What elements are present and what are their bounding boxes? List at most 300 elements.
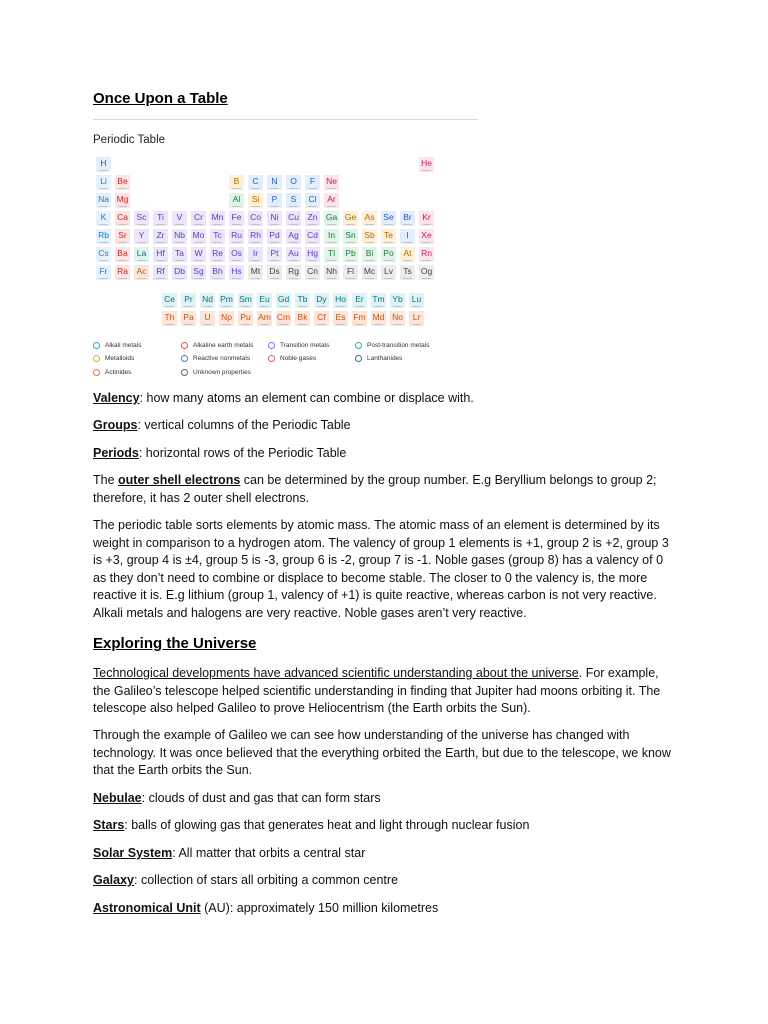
element-ts: [399, 264, 416, 281]
element-symbol: Sb: [364, 230, 375, 240]
element-symbol: Ba: [117, 248, 128, 258]
element-name-line: [137, 278, 146, 279]
element-name-line: [327, 278, 336, 279]
element-pb: [342, 246, 359, 263]
element-symbol: Pb: [345, 248, 356, 258]
element-symbol: Gd: [277, 294, 290, 304]
element-symbol: Rf: [156, 266, 165, 276]
element-symbol: Mo: [192, 230, 205, 240]
element-name-line: [384, 260, 393, 261]
element-y: [133, 228, 150, 245]
element-symbol: Mt: [250, 266, 261, 276]
element-name-line: [384, 224, 393, 225]
element-rg: [285, 264, 302, 281]
element-name-line: [355, 306, 364, 307]
element-name-line: [184, 306, 193, 307]
legend-dot-icon: [93, 342, 100, 349]
element-sb: [361, 228, 378, 245]
element-hg: [304, 246, 321, 263]
element-name-line: [346, 242, 355, 243]
element-name-line: [365, 278, 374, 279]
element-name-line: [308, 188, 317, 189]
element-ru: [228, 228, 245, 245]
element-symbol: Cf: [317, 312, 326, 322]
definition-stars-text: : balls of glowing gas that generates heat and light through nuclear fusion: [124, 818, 530, 832]
element-name-line: [213, 278, 222, 279]
element-k: [95, 210, 112, 227]
element-symbol: Sm: [239, 294, 252, 304]
element-symbol: Lu: [411, 294, 422, 304]
element-symbol: Cm: [276, 312, 291, 322]
element-symbol: Xe: [421, 230, 432, 240]
legend-item: [93, 342, 141, 349]
element-name-line: [289, 188, 298, 189]
element-symbol: Rb: [98, 230, 109, 240]
term-outer-shell-electrons: outer shell electrons: [118, 473, 241, 487]
element-symbol: Lv: [384, 266, 393, 276]
element-symbol: Ga: [325, 212, 338, 222]
element-name-line: [308, 260, 317, 261]
legend-label: Lanthanides: [367, 355, 403, 363]
term-groups: Groups: [93, 418, 138, 432]
tech-underlined: Technological developments have advanced scientific understanding about the universe: [93, 666, 579, 680]
element-yb: [389, 292, 406, 309]
legend-dot-icon: [181, 355, 188, 362]
element-symbol: Zr: [156, 230, 165, 240]
definition-nebulae-text: : clouds of dust and gas that can form stars: [141, 791, 381, 805]
element-symbol: U: [204, 312, 211, 322]
element-symbol: Yb: [392, 294, 403, 304]
element-name-line: [251, 242, 260, 243]
element-symbol: In: [327, 230, 336, 240]
element-symbol: Fl: [346, 266, 355, 276]
definition-periods: [93, 445, 678, 463]
element-symbol: Ti: [157, 212, 164, 222]
element-symbol: Sc: [136, 212, 147, 222]
element-name-line: [137, 260, 146, 261]
term-stars: Stars: [93, 818, 125, 832]
legend-label: Noble gases: [280, 355, 317, 363]
element-name-line: [308, 206, 317, 207]
element-symbol: Si: [251, 194, 260, 204]
element-sg: [190, 264, 207, 281]
element-name-line: [403, 242, 412, 243]
element-no: [389, 310, 406, 327]
element-symbol: Nd: [202, 294, 213, 304]
element-symbol: Ni: [270, 212, 279, 222]
element-symbol: Ta: [175, 248, 184, 258]
element-symbol: Nh: [326, 266, 337, 276]
element-symbol: Te: [384, 230, 393, 240]
element-th: [161, 310, 178, 327]
element-name-line: [412, 306, 421, 307]
element-name-line: [156, 242, 165, 243]
paragraph-galileo: [93, 727, 678, 780]
element-symbol: Pt: [270, 248, 279, 258]
element-name-line: [327, 260, 336, 261]
element-name-line: [384, 242, 393, 243]
element-name-line: [365, 260, 374, 261]
element-symbol: Rn: [421, 248, 432, 258]
definition-valency-text: : how many atoms an element can combine or displace with.: [139, 391, 474, 405]
element-og: [418, 264, 435, 281]
element-symbol: La: [136, 248, 147, 258]
element-ga: [323, 210, 340, 227]
element-cl: [304, 192, 321, 209]
element-name-line: [289, 278, 298, 279]
element-ds: [266, 264, 283, 281]
element-symbol: V: [176, 212, 183, 222]
element-tl: [323, 246, 340, 263]
element-ag: [285, 228, 302, 245]
element-name-line: [327, 188, 336, 189]
element-nb: [171, 228, 188, 245]
paragraph-atomic-mass-text: The periodic table sorts elements by atomic mass. The atomic mass of an element is determined by its weight in comparison to a hydrogen atom. The valency of group 1 elements is +1, group 2 is +2, group 3 is +3, group 4 is ±4, group 5 is -3, group 6 is -2, group 7 is -1. Noble gases (group 8) has a valency of 0 as they don’t need to combine or displace to become stable. The closer to 0 the valency is, the more reactive it is. E.g lithium (group 1, valency of +1) is quite reactive, whereas carbon is not very reactive. Alkali metals and halogens are very reactive. Noble gases aren’t very reactive.: [93, 518, 669, 620]
element-fe: [228, 210, 245, 227]
legend-item: [181, 342, 253, 349]
definition-galaxy-text: : collection of stars all orbiting a common centre: [134, 873, 399, 887]
element-symbol: Bk: [297, 312, 308, 322]
paragraph-technology: [93, 665, 678, 718]
element-bi: [361, 246, 378, 263]
element-name-line: [270, 242, 279, 243]
element-name-line: [298, 306, 307, 307]
element-name-line: [289, 206, 298, 207]
element-symbol: H: [100, 158, 107, 168]
element-symbol: Am: [258, 312, 271, 322]
element-name-line: [156, 224, 165, 225]
paragraph-galileo-text: Through the example of Galileo we can see how understanding of the universe has changed with technology. It was once believed that the everything orbited the Earth, but due to the telescope, we know that the Earth orbits the Sun.: [93, 728, 671, 778]
element-name-line: [251, 278, 260, 279]
element-symbol: Mc: [363, 266, 376, 276]
element-at: [399, 246, 416, 263]
element-lr: [408, 310, 425, 327]
element-fl: [342, 264, 359, 281]
definition-solar-system: [93, 845, 678, 863]
element-os: [228, 246, 245, 263]
element-name-line: [289, 224, 298, 225]
element-symbol: N: [271, 176, 278, 186]
element-symbol: K: [100, 212, 107, 222]
element-symbol: Li: [100, 176, 107, 186]
element-symbol: Dy: [316, 294, 327, 304]
element-name-line: [222, 306, 231, 307]
element-symbol: Se: [383, 212, 394, 222]
term-solar-system: Solar System: [93, 846, 173, 860]
element-name-line: [251, 206, 260, 207]
element-name-line: [99, 242, 108, 243]
element-name-line: [289, 242, 298, 243]
definition-groups-text: : vertical columns of the Periodic Table: [137, 418, 351, 432]
definition-nebulae: [93, 790, 678, 808]
element-symbol: Au: [288, 248, 299, 258]
legend-label: Alkaline earth metals: [193, 342, 254, 350]
element-name-line: [384, 278, 393, 279]
element-name-line: [251, 260, 260, 261]
legend-item: [93, 355, 134, 362]
legend-label: Reactive nonmetals: [193, 355, 251, 363]
legend-item: [268, 342, 329, 349]
element-md: [370, 310, 387, 327]
element-rf: [152, 264, 169, 281]
element-gd: [275, 292, 292, 309]
element-name-line: [403, 224, 412, 225]
element-name-line: [374, 306, 383, 307]
element-symbol: Pd: [269, 230, 280, 240]
element-symbol: He: [421, 158, 432, 168]
element-name-line: [203, 306, 212, 307]
term-astronomical-unit: Astronomical Unit: [93, 901, 201, 915]
element-rn: [418, 246, 435, 263]
legend-item: [355, 342, 430, 349]
element-pa: [180, 310, 197, 327]
element-symbol: Mg: [116, 194, 129, 204]
element-name-line: [327, 206, 336, 207]
element-symbol: Bh: [212, 266, 223, 276]
element-name-line: [308, 278, 317, 279]
element-ta: [171, 246, 188, 263]
element-name-line: [403, 260, 412, 261]
element-sn: [342, 228, 359, 245]
element-bk: [294, 310, 311, 327]
legend-item: [93, 369, 131, 376]
element-symbol: Co: [250, 212, 261, 222]
element-h: [95, 156, 112, 173]
element-name-line: [317, 306, 326, 307]
element-np: [218, 310, 235, 327]
element-cn: [304, 264, 321, 281]
element-symbol: Cn: [307, 266, 318, 276]
heading-once-upon-a-table: Once Upon a Table: [93, 90, 228, 107]
element-name-line: [336, 324, 345, 325]
element-name-line: [422, 260, 431, 261]
element-symbol: Fm: [353, 312, 366, 322]
element-name-line: [222, 324, 231, 325]
element-symbol: C: [252, 176, 259, 186]
element-sc: [133, 210, 150, 227]
element-name-line: [99, 206, 108, 207]
element-symbol: Kr: [422, 212, 431, 222]
element-symbol: Eu: [259, 294, 270, 304]
element-pd: [266, 228, 283, 245]
definition-galaxy: [93, 872, 678, 890]
element-name-line: [175, 242, 184, 243]
legend-label: Alkali metals: [105, 342, 142, 350]
element-cr: [190, 210, 207, 227]
element-symbol: Fe: [231, 212, 242, 222]
definition-valency: [93, 390, 678, 408]
divider: [93, 119, 478, 120]
element-symbol: Hg: [307, 248, 318, 258]
element-as: [361, 210, 378, 227]
element-symbol: Br: [403, 212, 412, 222]
element-symbol: Ru: [231, 230, 242, 240]
element-in: [323, 228, 340, 245]
element-symbol: B: [233, 176, 240, 186]
element-name-line: [260, 306, 269, 307]
element-fr: [95, 264, 112, 281]
element-name-line: [270, 224, 279, 225]
element-symbol: Ir: [252, 248, 259, 258]
element-name-line: [346, 278, 355, 279]
element-symbol: Ra: [117, 266, 128, 276]
legend-label: Metalloids: [105, 355, 135, 363]
element-name-line: [99, 260, 108, 261]
element-pm: [218, 292, 235, 309]
element-name-line: [99, 188, 108, 189]
element-name-line: [251, 224, 260, 225]
element-name-line: [232, 278, 241, 279]
element-symbol: Er: [355, 294, 364, 304]
element-name-line: [393, 324, 402, 325]
definition-stars: [93, 817, 678, 835]
element-eu: [256, 292, 273, 309]
element-name-line: [99, 278, 108, 279]
element-name-line: [137, 242, 146, 243]
element-symbol: Cu: [288, 212, 299, 222]
definition-astronomical-unit-text: (AU): approximately 150 million kilometres: [200, 901, 439, 915]
periodic-table: [0, 0, 768, 400]
legend-dot-icon: [181, 369, 188, 376]
element-name-line: [270, 188, 279, 189]
element-name-line: [270, 206, 279, 207]
element-symbol: Na: [98, 194, 109, 204]
element-symbol: Pm: [220, 294, 233, 304]
element-name-line: [213, 260, 222, 261]
element-mo: [190, 228, 207, 245]
element-symbol: Nb: [174, 230, 185, 240]
element-kr: [418, 210, 435, 227]
element-symbol: P: [271, 194, 278, 204]
outer-shell-post: can be determined by the group number. E.g Beryllium belongs to group 2; therefore, it has 2 outer shell electrons.: [93, 473, 657, 505]
element-symbol: Cd: [307, 230, 318, 240]
element-hf: [152, 246, 169, 263]
element-n: [266, 174, 283, 191]
element-al: [228, 192, 245, 209]
legend-label: Transition metals: [280, 342, 330, 350]
element-symbol: Pa: [183, 312, 194, 322]
element-name-line: [346, 260, 355, 261]
paragraph-outer-shell: [93, 472, 678, 507]
element-au: [285, 246, 302, 263]
element-ni: [266, 210, 283, 227]
element-symbol: Ts: [403, 266, 412, 276]
element-nh: [323, 264, 340, 281]
element-symbol: F: [309, 176, 316, 186]
element-name-line: [118, 224, 127, 225]
element-ho: [332, 292, 349, 309]
element-pu: [237, 310, 254, 327]
periodic-table-title: Periodic Table: [93, 134, 166, 146]
element-cm: [275, 310, 292, 327]
element-symbol: No: [392, 312, 403, 322]
element-p: [266, 192, 283, 209]
element-pr: [180, 292, 197, 309]
element-name-line: [422, 170, 431, 171]
element-symbol: Cr: [194, 212, 203, 222]
element-s: [285, 192, 302, 209]
element-name-line: [241, 306, 250, 307]
element-name-line: [298, 324, 307, 325]
element-symbol: Sr: [118, 230, 127, 240]
element-be: [114, 174, 131, 191]
element-ba: [114, 246, 131, 263]
definition-groups: [93, 417, 678, 435]
legend-item: [181, 369, 251, 376]
element-se: [380, 210, 397, 227]
element-lv: [380, 264, 397, 281]
element-symbol: Ce: [164, 294, 175, 304]
element-hs: [228, 264, 245, 281]
element-symbol: O: [290, 176, 297, 186]
legend-label: Post-transition metals: [367, 342, 430, 350]
element-ne: [323, 174, 340, 191]
element-symbol: At: [403, 248, 412, 258]
element-name-line: [99, 224, 108, 225]
element-name-line: [194, 278, 203, 279]
element-symbol: As: [364, 212, 375, 222]
element-name-line: [374, 324, 383, 325]
element-symbol: Cs: [98, 248, 109, 258]
element-tm: [370, 292, 387, 309]
element-symbol: Np: [221, 312, 232, 322]
element-symbol: Be: [117, 176, 128, 186]
element-symbol: Ds: [269, 266, 280, 276]
element-b: [228, 174, 245, 191]
legend-dot-icon: [268, 342, 275, 349]
element-symbol: Pu: [240, 312, 251, 322]
legend-dot-icon: [181, 342, 188, 349]
element-ce: [161, 292, 178, 309]
element-name-line: [156, 278, 165, 279]
element-w: [190, 246, 207, 263]
element-symbol: Rh: [250, 230, 261, 240]
element-co: [247, 210, 264, 227]
element-name-line: [422, 242, 431, 243]
heading-exploring-the-universe: Exploring the Universe: [93, 635, 257, 652]
element-symbol: Tc: [213, 230, 222, 240]
element-symbol: Y: [138, 230, 145, 240]
element-ac: [133, 264, 150, 281]
element-name-line: [336, 306, 345, 307]
element-symbol: W: [194, 248, 203, 258]
element-symbol: Pr: [184, 294, 193, 304]
element-name-line: [251, 188, 260, 189]
element-symbol: Os: [231, 248, 242, 258]
element-na: [95, 192, 112, 209]
element-name-line: [232, 242, 241, 243]
legend-label: Actinides: [105, 369, 132, 377]
element-name-line: [118, 278, 127, 279]
element-name-line: [317, 324, 326, 325]
element-am: [256, 310, 273, 327]
element-symbol: Tl: [327, 248, 336, 258]
element-ra: [114, 264, 131, 281]
element-ir: [247, 246, 264, 263]
element-re: [209, 246, 226, 263]
element-name-line: [365, 242, 374, 243]
element-si: [247, 192, 264, 209]
element-name-line: [308, 224, 317, 225]
element-name-line: [365, 224, 374, 225]
element-mt: [247, 264, 264, 281]
element-name-line: [232, 224, 241, 225]
element-c: [247, 174, 264, 191]
element-name-line: [184, 324, 193, 325]
element-name-line: [355, 324, 364, 325]
element-i: [399, 228, 416, 245]
element-dy: [313, 292, 330, 309]
